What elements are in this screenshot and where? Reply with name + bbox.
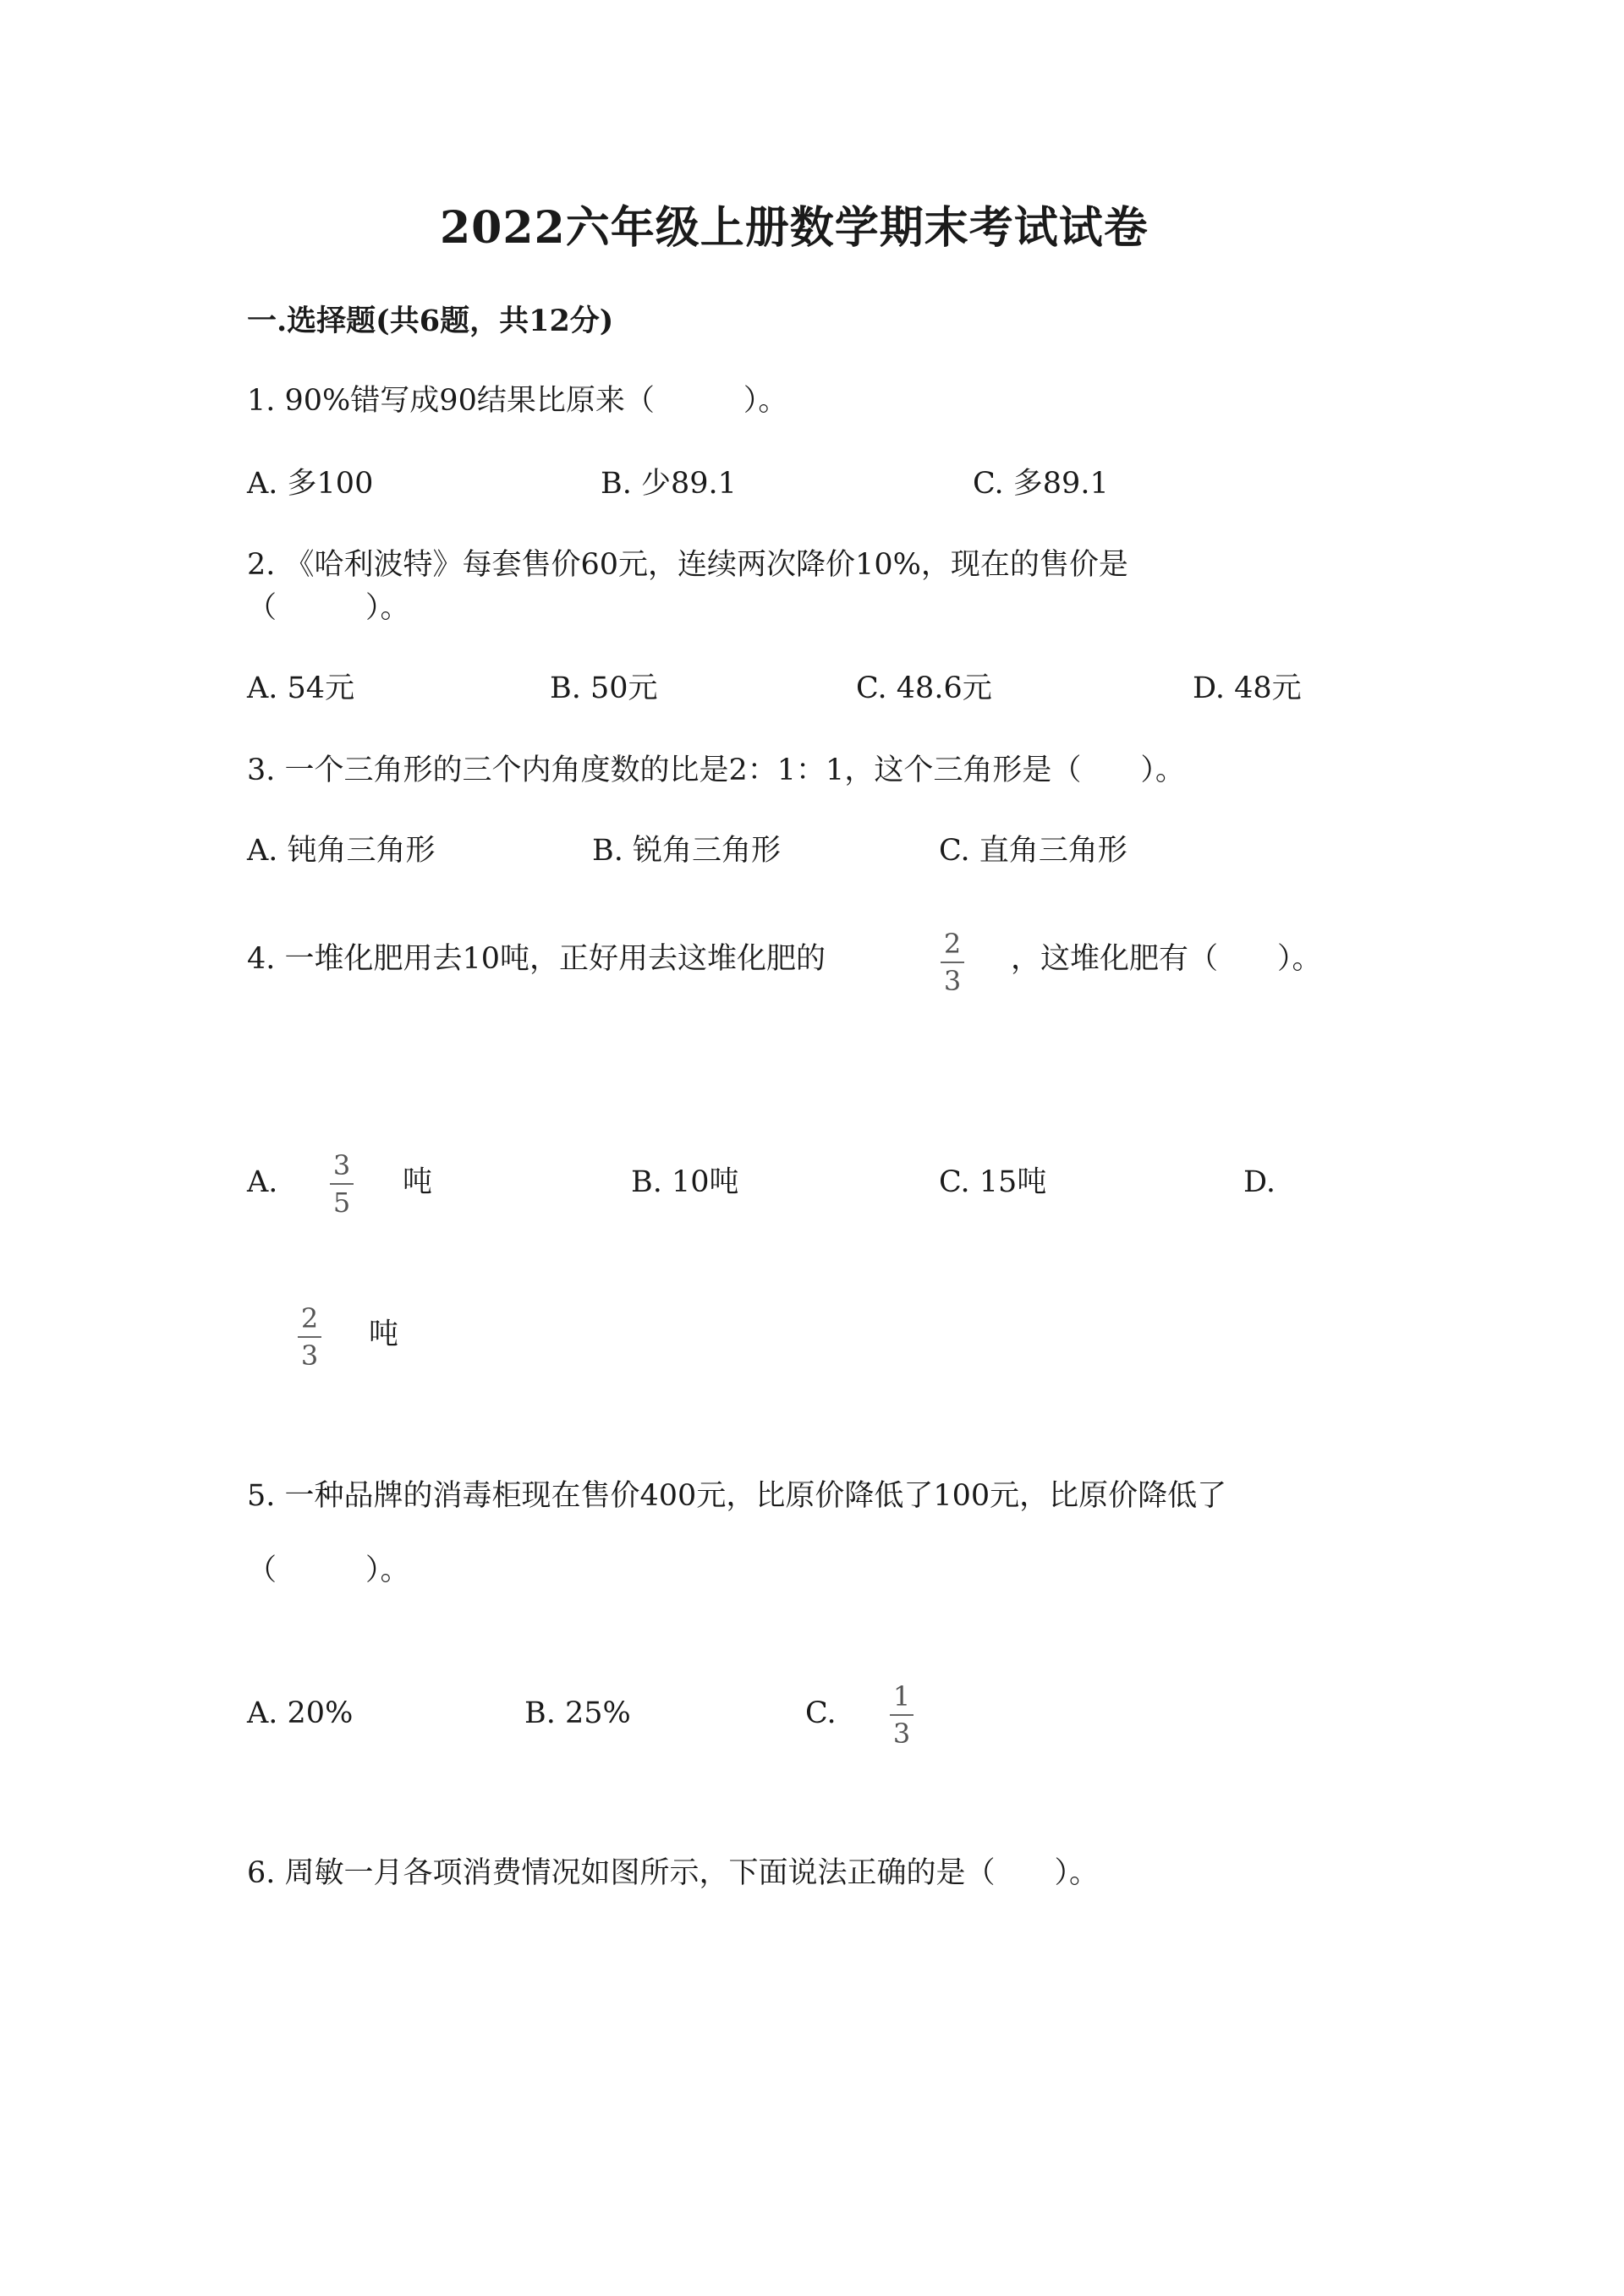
question-5-option-b[interactable]: B. 25% xyxy=(524,1696,631,1730)
question-4-option-a-unit: 吨 xyxy=(403,1165,433,1199)
question-4-option-a-label[interactable]: A. xyxy=(247,1165,278,1199)
question-4-stem-pre: 4. 一堆化肥用去10吨，正好用去这堆化肥的 xyxy=(247,942,826,976)
question-5-option-c-label[interactable]: C. xyxy=(805,1696,837,1730)
fraction-denominator: 5 xyxy=(332,1186,351,1219)
fraction-bar xyxy=(890,1714,914,1716)
fraction-denominator: 3 xyxy=(943,965,962,997)
question-3-option-a[interactable]: A. 钝角三角形 xyxy=(247,834,436,868)
fraction-bar xyxy=(941,962,964,963)
question-1-stem: 1. 90%错写成90结果比原来（ ）。 xyxy=(247,384,788,418)
fraction-denominator: 3 xyxy=(300,1340,319,1372)
question-1-option-b[interactable]: B. 少89.1 xyxy=(601,467,737,501)
fraction-bar xyxy=(298,1336,321,1338)
question-6-stem: 6. 周敏一月各项消费情况如图所示，下面说法正确的是（ ）。 xyxy=(247,1856,1100,1890)
question-5-stem-line1: 5. 一种品牌的消毒柜现在售价400元，比原价降低了100元，比原价降低了 xyxy=(247,1479,1227,1513)
question-5-option-c-fraction xyxy=(890,1680,914,1750)
question-4-option-d-fraction xyxy=(298,1302,321,1372)
question-2-option-c[interactable]: C. 48.6元 xyxy=(856,671,992,705)
fraction-bar xyxy=(330,1183,354,1185)
question-4-fraction xyxy=(941,930,964,995)
question-4-option-a-fraction xyxy=(330,1149,354,1219)
question-2-stem-line1: 2. 《哈利波特》每套售价60元，连续两次降价10%，现在的售价是 xyxy=(247,548,1128,582)
question-3-option-b[interactable]: B. 锐角三角形 xyxy=(592,834,781,868)
question-1-option-a[interactable]: A. 多100 xyxy=(247,467,374,501)
question-3-option-c[interactable]: C. 直角三角形 xyxy=(939,834,1127,868)
fraction-numerator: 2 xyxy=(300,1302,319,1334)
question-4-option-d-unit: 吨 xyxy=(369,1318,399,1351)
fraction-numerator: 1 xyxy=(892,1680,911,1712)
fraction-numerator: 3 xyxy=(332,1149,351,1181)
question-3-stem: 3. 一个三角形的三个内角度数的比是2：1：1，这个三角形是（ ）。 xyxy=(247,753,1185,787)
page-title: 2022六年级上册数学期末考试试卷 xyxy=(440,202,1149,254)
fraction-denominator: 3 xyxy=(892,1718,911,1750)
question-2-option-d[interactable]: D. 48元 xyxy=(1193,671,1302,705)
question-5-stem-line2: （ ）。 xyxy=(247,1553,410,1587)
question-4-option-d-label[interactable]: D. xyxy=(1243,1165,1276,1199)
question-5-option-a[interactable]: A. 20% xyxy=(247,1696,354,1730)
section-header: 一.选择题(共6题，共12分) xyxy=(247,304,614,338)
question-2-option-a[interactable]: A. 54元 xyxy=(247,671,355,705)
fraction-numerator: 2 xyxy=(943,928,962,960)
question-4-option-c[interactable]: C. 15吨 xyxy=(939,1165,1047,1199)
question-1-option-c[interactable]: C. 多89.1 xyxy=(973,467,1109,501)
question-4-option-b[interactable]: B. 10吨 xyxy=(631,1165,739,1199)
question-2-option-b[interactable]: B. 50元 xyxy=(550,671,658,705)
question-4-stem-post: ，这堆化肥有（ ）。 xyxy=(1011,942,1322,976)
question-2-stem-line2: （ ）。 xyxy=(247,591,410,625)
